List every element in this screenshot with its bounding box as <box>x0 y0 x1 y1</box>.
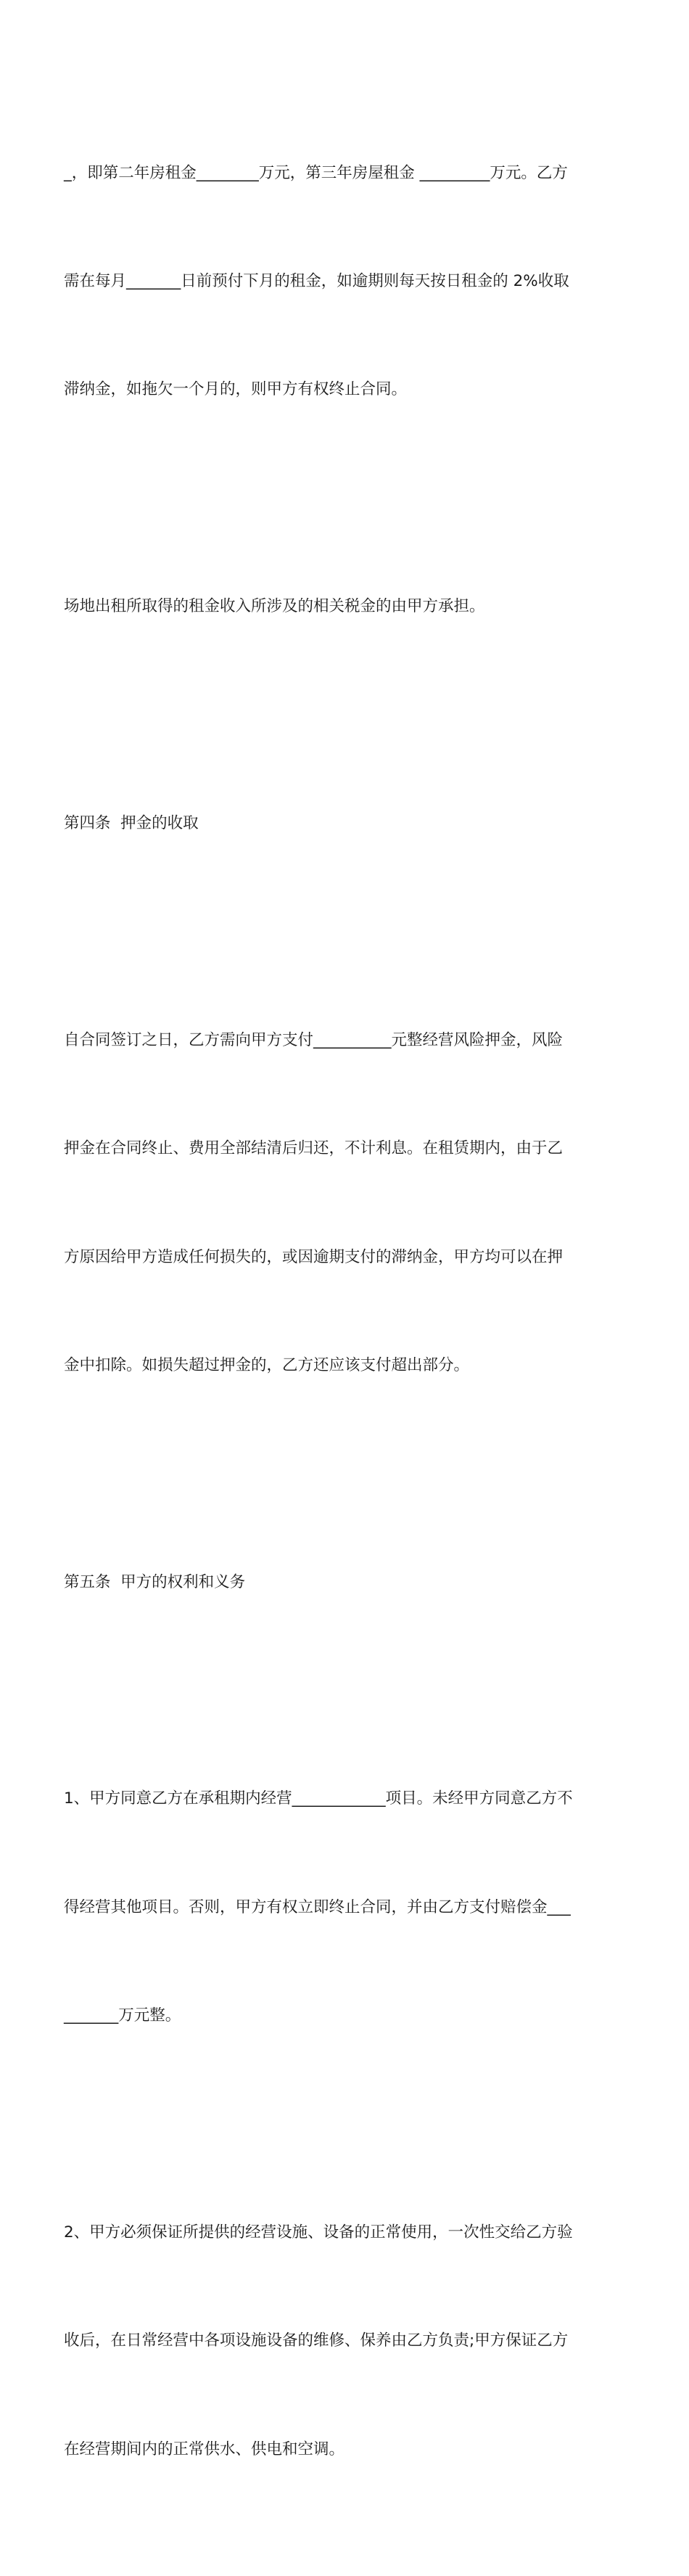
text-line: 收后，在日常经营中各项设施设备的维修、保养由乙方负责;甲方保证乙方 <box>64 2331 569 2350</box>
text-line: 第五条 甲方的权利和义务 <box>64 1572 246 1591</box>
text-line: 在经营期间内的正常供水、供电和空调。 <box>64 2440 345 2458</box>
document-page <box>64 83 628 2576</box>
paragraph-rent-terms <box>64 83 628 480</box>
heading-article-5 <box>64 1492 628 1673</box>
paragraph-tax <box>64 517 628 697</box>
text-line: 方原因给甲方造成任何损失的，或因逾期支付的滞纳金，甲方均可以在押 <box>64 1247 564 1266</box>
heading-article-4 <box>64 733 628 914</box>
text-line: 1、甲方同意乙方在承租期内经营____________项目。未经甲方同意乙方不 <box>64 1789 573 1808</box>
text-line: 需在每月_______日前预付下月的租金，如逾期则每天按日租金的 2%收取 <box>64 271 569 290</box>
text-line: 第四条 押金的收取 <box>64 813 199 832</box>
text-line: _______万元整。 <box>64 2006 181 2025</box>
text-line: _，即第二年房租金________万元，第三年房屋租金 _________万元。乙方 <box>64 163 568 182</box>
text-line: 得经营其他项目。否则，甲方有权立即终止合同，并由乙方支付赔偿金___ <box>64 1898 571 1916</box>
text-line: 金中扣除。如损失超过押金的，乙方还应该支付超出部分。 <box>64 1355 470 1374</box>
text-line: 2、甲方必须保证所提供的经营设施、设备的正常使用，一次性交给乙方验 <box>64 2223 573 2242</box>
text-line: 场地出租所取得的租金收入所涉及的相关税金的由甲方承担。 <box>64 597 485 616</box>
paragraph-clause-1 <box>64 1709 628 2107</box>
text-line: 押金在合同终止、费用全部结清后归还，不计利息。在租赁期内，由于乙 <box>64 1139 564 1158</box>
paragraph-deposit <box>64 950 628 1456</box>
paragraph-clause-2 <box>64 2142 628 2540</box>
text-line: 滞纳金，如拖欠一个月的，则甲方有权终止合同。 <box>64 380 408 399</box>
text-line: 自合同签订之日，乙方需向甲方支付__________元整经营风险押金，风险 <box>64 1030 564 1049</box>
